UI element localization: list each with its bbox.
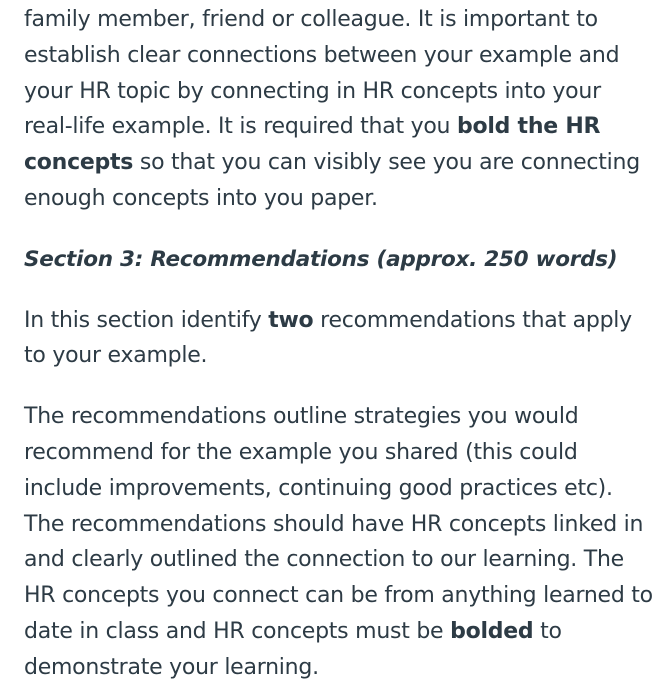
paragraph-identify-text-2: recommendations that apply to your example.	[24, 307, 632, 369]
paragraph-connections-bold: bold the HR concepts	[24, 114, 601, 176]
paragraph-identify-bold: two	[268, 307, 314, 333]
paragraph-recommendations-bold: bolded	[450, 618, 534, 644]
paragraph-recommendations-text-2: to demonstrate your learning.	[24, 618, 562, 680]
section-3-heading: Section 3: Recommendations (approx. 250 words)	[24, 246, 618, 272]
paragraph-recommendations-text-1: The recommendations outline strategies you would recommend for the example you shared (this could include improvements, continuing good practices etc). The recommendations should have HR concepts linked in and clearly outlined the connection to our learning. The HR concepts you connect can be from anything learned to date in class and HR concepts must be	[24, 404, 653, 644]
document-body	[24, 0, 654, 686]
paragraph-connections-text-2: so that you can visibly see you are connecting enough concepts into you paper.	[24, 150, 640, 211]
paragraph-connections-text-1: family member, friend or colleague. It is important to establish clear connections between your example and your HR topic by connecting in HR concepts into your real-life example. It is required that you	[24, 7, 620, 140]
paragraph-connections	[24, 2, 654, 217]
paragraph-identify-text-1: In this section identify	[24, 307, 269, 333]
paragraph-identify	[24, 303, 654, 375]
paragraph-recommendations	[24, 399, 654, 685]
